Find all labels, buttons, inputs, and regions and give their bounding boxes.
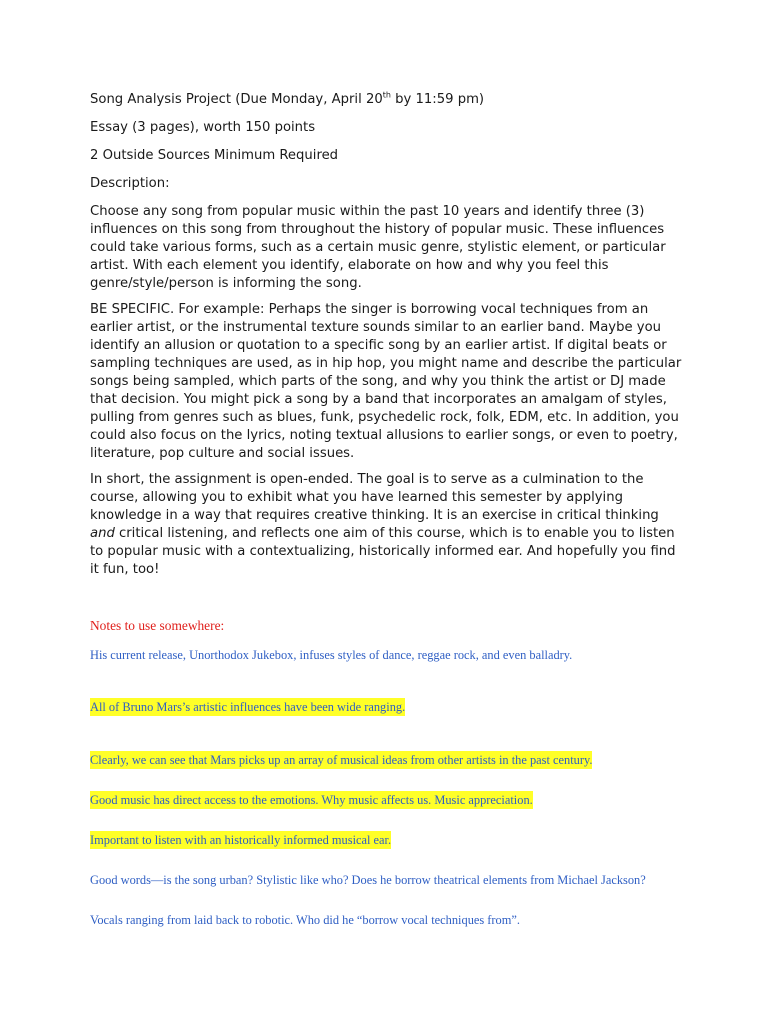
- note-direct-access: [90, 792, 533, 808]
- paragraph-in-short-part1: In short, the assignment is open-ended. The goal is to serve as a culmination to the course, allowing you to exhibit what you have learned this semester by applying knowledge in a way that requires creative thinking. It is an exercise in critical thinking: [90, 472, 659, 523]
- assignment-body: [90, 91, 685, 587]
- essay-requirement: Essay (3 pages), worth 150 points: [90, 120, 316, 135]
- paragraph-in-short: [90, 471, 685, 579]
- note-artistic-influences: [90, 699, 405, 715]
- paragraph-in-short-emphasis: and: [90, 526, 115, 541]
- note-good-words: [90, 872, 646, 888]
- note-text: His current release, Unorthodox Jukebox, infuses styles of dance, reggae rock, and even balladry.: [90, 648, 573, 662]
- note-text-highlighted: Clearly, we can see that Mars picks up an array of musical ideas from other artists in the past century.: [90, 753, 593, 767]
- title-main: Song Analysis Project (Due Monday, April 20: [90, 92, 383, 107]
- title-end: by 11:59 pm): [390, 92, 485, 107]
- paragraph-overview: Choose any song from popular music within the past 10 years and identify three (3) influences on this song from throughout the history of popular music. These influences could take various forms, such as a certain music genre, stylistic element, or particular artist. With each element you identify, elaborate on how and why you feel this genre/style/person is informing the song.: [90, 204, 666, 291]
- note-array-of-ideas: [90, 752, 592, 768]
- note-text-highlighted: Important to listen with an historically informed musical ear.: [90, 833, 392, 847]
- note-current-release: [90, 647, 572, 663]
- paragraph-in-short-part2: critical listening, and reflects one aim of this course, which is to enable you to listen to popular music with a contextualizing, historically informed ear. And hopefully you find it fun, too!: [90, 526, 676, 577]
- note-text: Vocals ranging from laid back to robotic. Who did he “borrow vocal techniques from”.: [90, 913, 520, 927]
- note-vocals: [90, 912, 520, 928]
- note-text: Good words—is the song urban? Stylistic like who? Does he borrow theatrical elements from Michael Jackson?: [90, 873, 646, 887]
- note-text-highlighted: All of Bruno Mars’s artistic influences have been wide ranging.: [90, 700, 406, 714]
- sources-requirement: 2 Outside Sources Minimum Required: [90, 148, 339, 163]
- paragraph-be-specific: BE SPECIFIC. For example: Perhaps the singer is borrowing vocal techniques from an earlier artist, or the instrumental texture sounds similar to an earlier band. Maybe you identify an allusion or quotation to a specific song by an earlier artist. If digital beats or sampling techniques are used, as in hip hop, you might name and describe the particular songs being sampled, which parts of the song, and why you think the artist or DJ made that decision. You might pick a song by a band that incorporates an amalgam of styles, pulling from genres such as blues, funk, psychedelic rock, folk, EDM, etc. In addition, you could also focus on the lyrics, noting textual allusions to earlier songs, or even to poetry, literature, pop culture and social issues.: [90, 302, 682, 461]
- notes-heading: Notes to use somewhere:: [90, 618, 225, 633]
- document-title: [90, 91, 685, 109]
- note-text-highlighted: Good music has direct access to the emotions. Why music affects us. Music appreciation.: [90, 793, 533, 807]
- note-informed-ear: [90, 832, 391, 848]
- title-superscript: th: [382, 90, 391, 100]
- description-label: Description:: [90, 176, 170, 191]
